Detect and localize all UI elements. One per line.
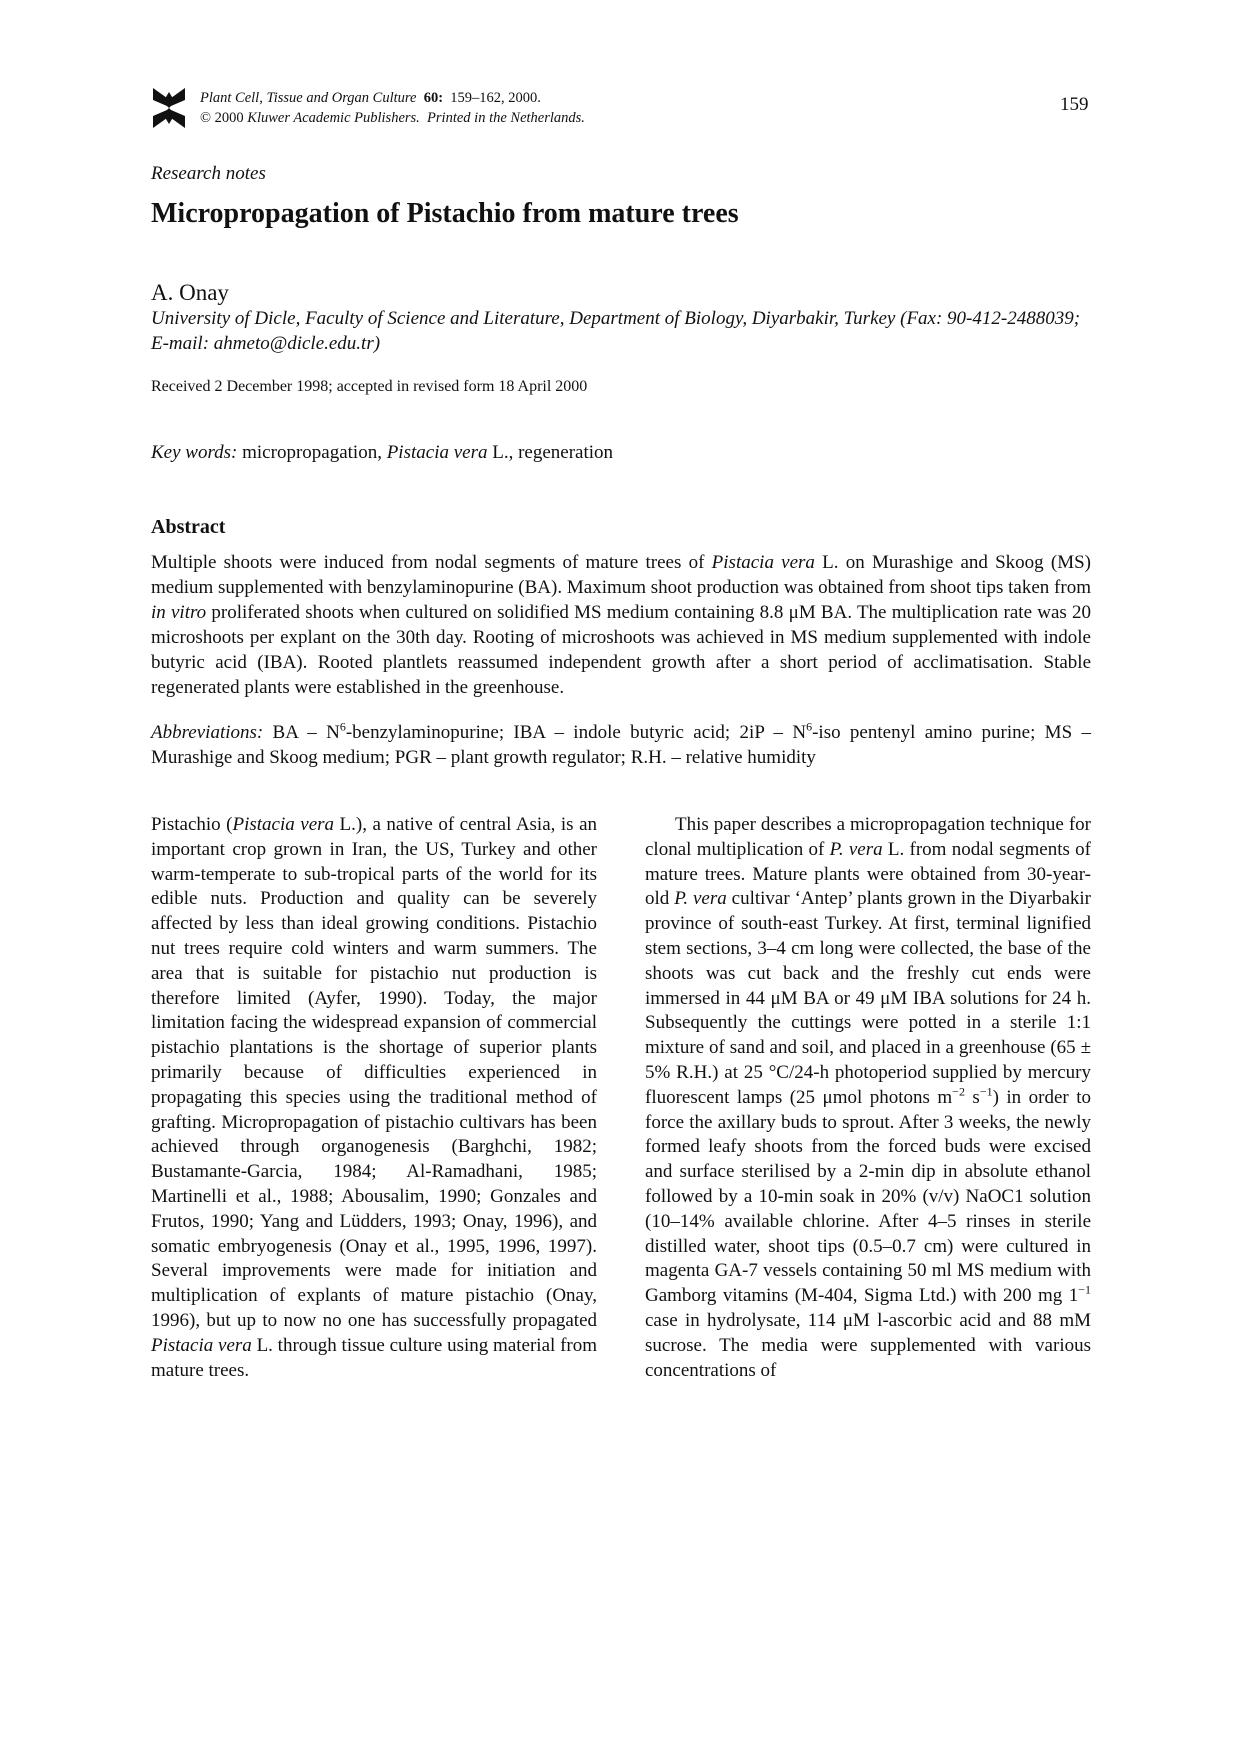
left-species-2: Pistacia vera xyxy=(151,1334,252,1356)
journal-volume: 60: xyxy=(423,90,444,106)
right-text-3: cultivar ‘Antep’ plants grown in the Diyarbakir province of south-east Turkey. At first, terminal lignified stem sections, 3–4 cm long were collected, the base of the shoots was cut back and the freshly cut ends were immersed in 44 μM BA or 49 μM IBA solutions for 24 h. Subsequently the cuttings were potted in a sterile 1:1 mixture of sand and soil, and placed in a greenhouse (65 ± 5% R.H.) at 25 °C/24-h photoperiod supplied by mercury fluorescent lamps (25 μmol photons m xyxy=(645,888,1092,1108)
left-species-1: Pistacia vera xyxy=(232,814,335,835)
keywords-part2: L., regeneration xyxy=(492,442,614,463)
left-text-2: L.), a native of central Asia, is an important crop grown in Iran, the US, Turkey and other warm-temperate to sub-tropical parts of the world for its edible nuts. Production and quality can be severely affected by less than ideal growing conditions. Pistachio nut trees require cold winters and warm summers. The area that is suitable for pistachio nut production is therefore limited (Ayfer, 1990). Today, the major limitation facing the widespread expansion of commercial pistachio plantations is the shortage of superior plants primarily because of difficulties experienced in propagating this species using the traditional method of grafting. Micropropagation of pistachio cultivars has been achieved through organogenesis (Barghchi, 1982; Bustamante-Garcia, 1984; Al-Ramadhani, 1985; Martinelli et al., 1988; Abousalim, 1990; Gonzales and Frutos, 1990; Yang and Lüdders, 1993; Onay, 1996), and somatic embryogenesis (Onay et al., 1995, 1996, 1997). Several improvements were made for initiation and multiplication of explants of mature pistachio (Onay, 1996), but up to now no one has successfully propagated xyxy=(151,814,598,1331)
abstract-heading: Abstract xyxy=(151,516,226,538)
keywords-part1: micropropagation, xyxy=(242,442,382,463)
abbreviations xyxy=(151,720,1091,770)
right-text-2: L. from nodal segments of mature trees. Mature plants were obtained from 30-year-old xyxy=(645,838,1091,910)
abstract-text-3: proliferated shoots when cultured on solidified MS medium containing 8.8 μM BA. The multiplication rate was 20 microshoots per explant on the 30th day. Rooting of microshoots was achieved in MS medium supplemented with indole butyric acid (IBA). Rooted plantlets reassumed independent growth after a short period of acclimatisation. Stable regenerated plants were established in the greenhouse. xyxy=(151,602,1091,698)
abstract-text xyxy=(151,550,1091,700)
abstract-text-2: L. on Murashige and Skoog (MS) medium supplemented with benzylaminopurine (BA). Maximum shoot production was obtained from shoot tips taken from xyxy=(151,552,1092,598)
received-dates: Received 2 December 1998; accepted in revised form 18 April 2000 xyxy=(151,378,588,395)
abstract-text-1: Multiple shoots were induced from nodal segments of mature trees of xyxy=(151,552,712,573)
journal-pages-year: 159–162, 2000. xyxy=(450,90,541,106)
copyright-year: 2000 xyxy=(214,110,244,126)
journal-name: Plant Cell, Tissue and Organ Culture xyxy=(200,90,417,106)
section-label: Research notes xyxy=(151,163,266,184)
printed-note: Printed in the Netherlands. xyxy=(427,110,585,126)
keywords-species: Pistacia vera xyxy=(386,442,488,463)
copyright-symbol: © xyxy=(200,110,212,126)
right-text-1: This paper describes a micropropagation technique for clonal multiplication of xyxy=(645,814,1091,860)
abbreviations-sup-1: 6 xyxy=(339,719,346,734)
abbreviations-text-2: -benzylaminopurine; IBA – indole butyric acid; 2iP – N xyxy=(345,722,807,743)
left-text-3: L. through tissue culture using material from mature trees. xyxy=(151,1334,597,1381)
abbreviations-text-1: BA – N xyxy=(263,722,340,743)
article-title: Micropropagation of Pistachio from mature trees xyxy=(151,198,739,229)
right-sup-3: −1 xyxy=(1078,1282,1091,1297)
body-column-left xyxy=(151,813,597,1383)
right-species-2: P. vera xyxy=(674,888,727,910)
right-text-6: case in hydrolysate, 114 μM l-ascorbic acid and 88 mM sucrose. The media were supplemented with various concentrations of xyxy=(645,1309,1091,1381)
left-text-1: Pistachio ( xyxy=(151,814,233,835)
author-name: A. Onay xyxy=(151,280,229,305)
publisher-logo-icon xyxy=(151,86,187,130)
abstract-species: Pistacia vera xyxy=(711,552,815,573)
right-text-4: s xyxy=(964,1086,980,1108)
keywords-label: Key words: xyxy=(151,442,238,463)
body-column-right xyxy=(645,813,1091,1383)
keywords-line xyxy=(151,442,613,464)
right-species-1: P. vera xyxy=(829,838,883,860)
abbreviations-text-3: -iso pentenyl amino purine; MS – Murashige and Skoog medium; PGR – plant growth regulator; R.H. – relative humidity xyxy=(151,722,1091,768)
abstract-in-vitro: in vitro xyxy=(151,602,207,623)
journal-header xyxy=(200,88,585,128)
page-number: 159 xyxy=(1060,94,1089,115)
right-sup-2: −1 xyxy=(979,1084,993,1099)
right-sup-1: −2 xyxy=(952,1084,965,1099)
author-affiliation: University of Dicle, Faculty of Science and Literature, Department of Biology, Diyarbakir, Turkey (Fax: 90-412-2488039; E-mail: ahmeto@dicle.edu.tr) xyxy=(151,308,1081,354)
publisher-name: Kluwer Academic Publishers. xyxy=(247,110,420,126)
abbreviations-sup-2: 6 xyxy=(806,719,813,734)
right-text-5: ) in order to force the axillary buds to sprout. After 3 weeks, the newly formed leafy shoots from the forced buds were excised and surface sterilised by a 2-min dip in absolute ethanol followed by a 10-min soak in 20% (v/v) NaOC1 solution (10–14% available chlorine. After 4–5 rinses in sterile distilled water, shoot tips (0.5–0.7 cm) were cultured in magenta GA-7 vessels containing 50 ml MS medium with Gamborg vitamins (M-404, Sigma Ltd.) with 200 mg 1 xyxy=(645,1086,1091,1307)
abbreviations-label: Abbreviations: xyxy=(151,722,264,743)
